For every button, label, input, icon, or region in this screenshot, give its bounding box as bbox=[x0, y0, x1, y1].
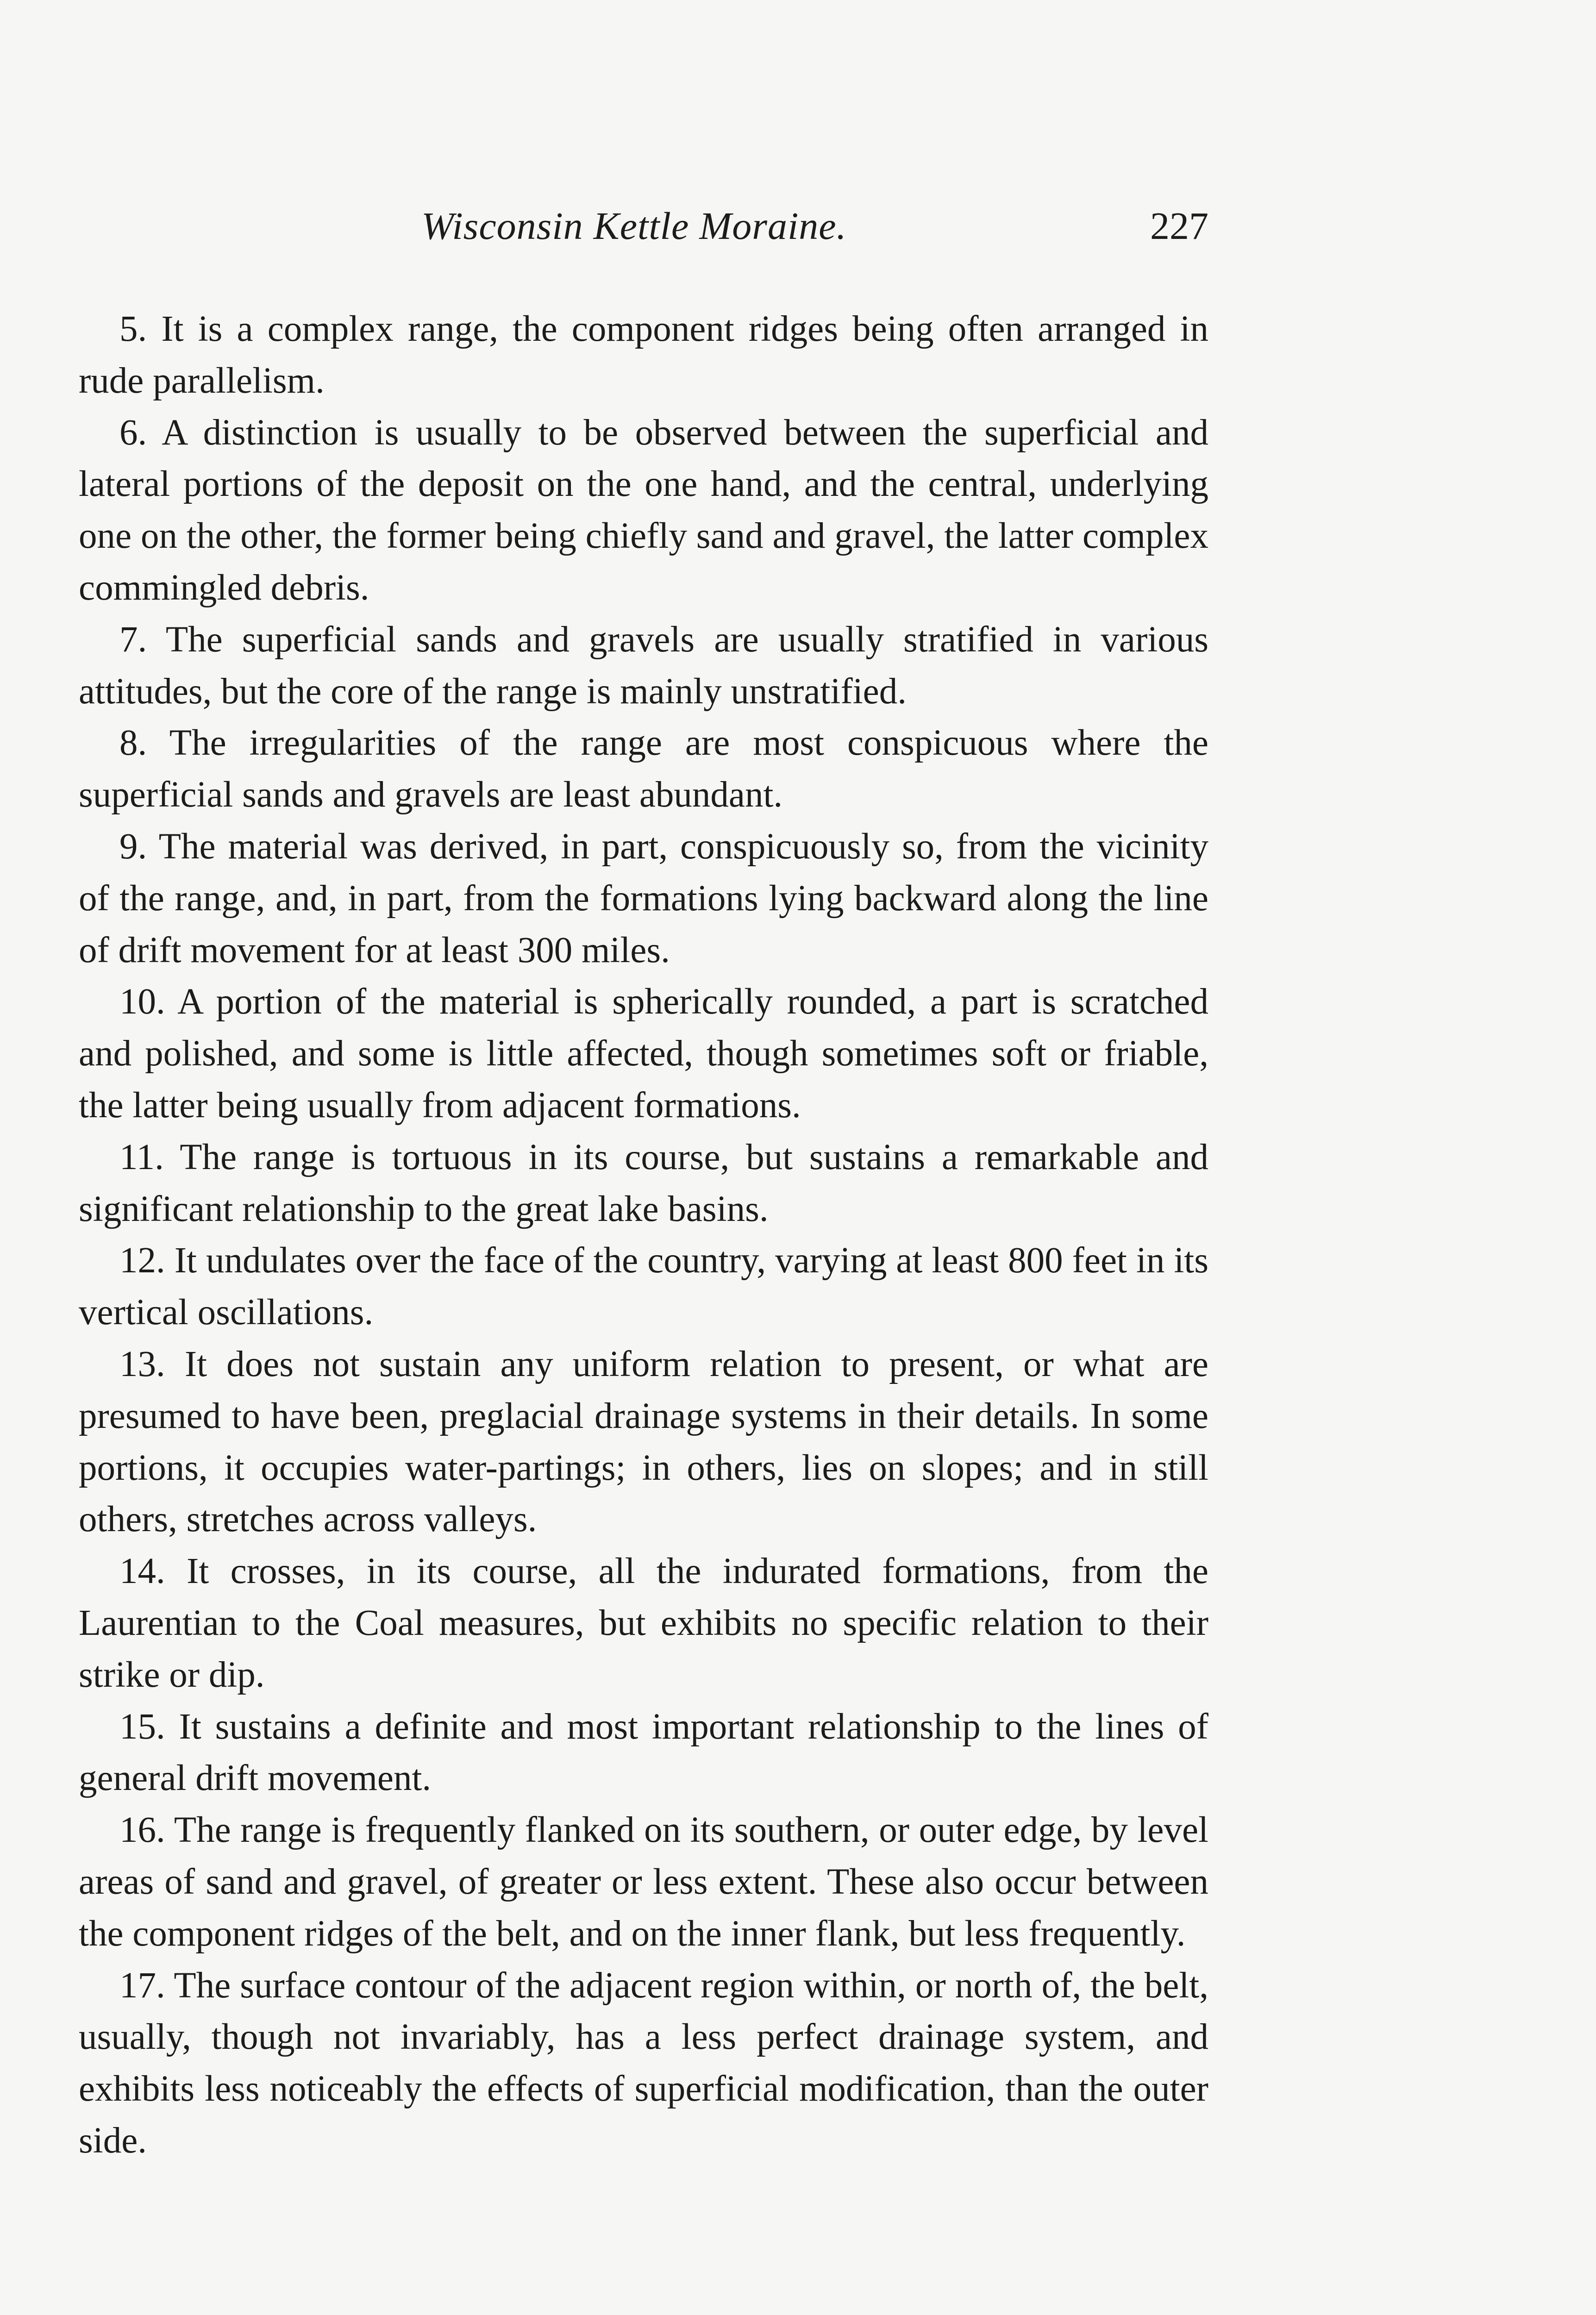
numbered-paragraph-16: 16. The range is frequently flanked on its southern, or outer edge, by level areas of sand and gravel, of greater or less extent. These also occur between the component ridges of the belt, and on the inner flank, but less frequently. bbox=[79, 1810, 1208, 1954]
numbered-paragraph-15: 15. It sustains a definite and most important relationship to the lines of general drift movement. bbox=[79, 1706, 1208, 1799]
body-text bbox=[79, 303, 1208, 2167]
numbered-paragraph-17: 17. The surface contour of the adjacent region within, or north of, the belt, usually, though not invariably, has a less perfect drainage system, and exhibits less noticeably the effects of superficial modification, than the outer side. bbox=[79, 1965, 1208, 2161]
page-number: 227 bbox=[1150, 205, 1208, 248]
numbered-paragraph-7: 7. The superficial sands and gravels are usually stratified in various attitudes, but the core of the range is mainly unstratified. bbox=[79, 619, 1208, 712]
running-head bbox=[79, 204, 1208, 269]
numbered-paragraph-11: 11. The range is tortuous in its course, but sustains a remarkable and significant relationship to the great lake basins. bbox=[79, 1137, 1208, 1229]
numbered-paragraph-12: 12. It undulates over the face of the country, varying at least 800 feet in its vertical oscillations. bbox=[79, 1240, 1208, 1333]
numbered-paragraph-5: 5. It is a complex range, the component ridges being often arranged in rude parallelism. bbox=[79, 309, 1208, 401]
numbered-paragraph-10: 10. A portion of the material is spherically rounded, a part is scratched and polished, and some is little affected, though sometimes soft or friable, the latter being usually from adjacent formations. bbox=[79, 982, 1208, 1126]
running-title: Wisconsin Kettle Moraine. bbox=[421, 205, 847, 248]
numbered-paragraph-13: 13. It does not sustain any uniform relation to present, or what are presumed to have been, preglacial drainage systems in their details. In some portions, it occupies water-partings; in others, lies on slopes; and in still others, stretches across valleys. bbox=[79, 1344, 1208, 1540]
numbered-paragraph-9: 9. The material was derived, in part, conspicuously so, from the vicinity of the range, and, in part, from the formations lying backward along the line of drift movement for at least 300 miles. bbox=[79, 826, 1208, 970]
numbered-paragraph-6: 6. A distinction is usually to be observed between the superficial and lateral portions of the deposit on the one hand, and the central, underlying one on the other, the former being chiefly sand and gravel, the latter complex commingled debris. bbox=[79, 412, 1208, 608]
numbered-paragraph-8: 8. The irregularities of the range are most conspicuous where the superficial sands and gravels are least abundant. bbox=[79, 723, 1208, 815]
numbered-paragraph-14: 14. It crosses, in its course, all the indurated formations, from the Laurentian to the Coal measures, but exhibits no specific relation to their strike or dip. bbox=[79, 1551, 1208, 1695]
